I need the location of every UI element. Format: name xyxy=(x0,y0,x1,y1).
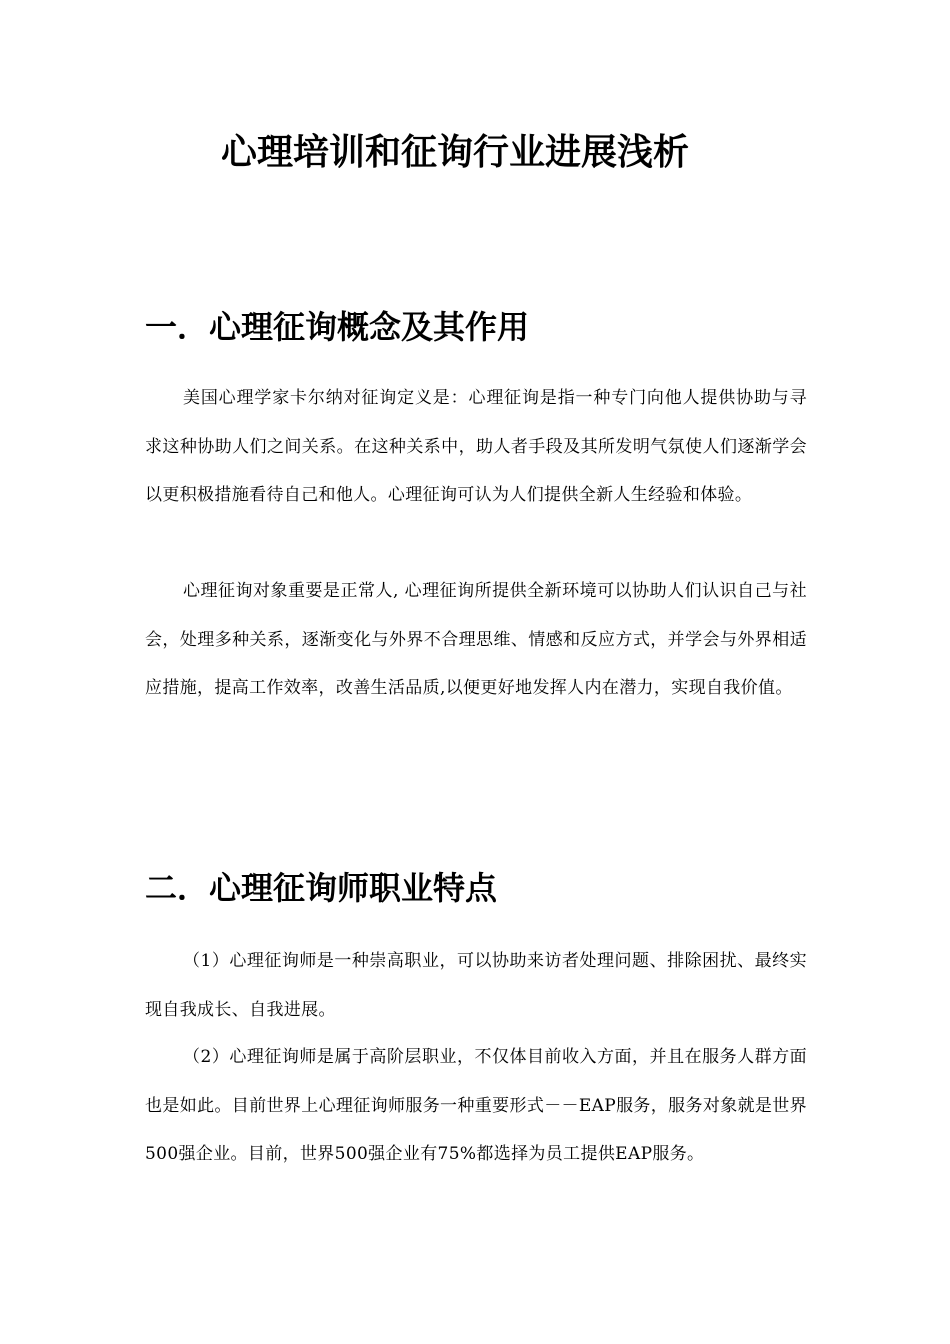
paragraph-counseling-target: 心理征询对象重要是正常人, 心理征询所提供全新环境可以协助人们认识自己与社会，处理多种关系，逐渐变化与外界不合理思维、情感和反应方式，并学会与外界相适应措施，提高工作效率，改善生活品质,以便更好地发挥人内在潜力，实现自我价值。 xyxy=(145,581,807,698)
section-heading-concept: 一．心理征询概念及其作用 xyxy=(145,308,530,346)
paragraph-definition: 美国心理学家卡尔纳对征询定义是：心理征询是指一种专门向他人提供协助与寻求这种协助人们之间关系。在这种关系中，助人者手段及其所发明气氛使人们逐渐学会以更积极措施看待自己和他人。心理征询可认为人们提供全新人生经验和体验。 xyxy=(145,388,807,505)
document-title: 心理培训和征询行业进展浅析 xyxy=(220,132,689,173)
paragraph-trait-1: （1）心理征询师是一种崇高职业，可以协助来访者处理问题、排除困扰、最终实现自我成长、自我进展。 xyxy=(145,951,807,1020)
paragraph-trait-2: （2）心理征询师是属于高阶层职业，不仅体目前收入方面，并且在服务人群方面也是如此。目前世界上心理征询师服务一种重要形式－－EAP服务，服务对象就是世界500强企业。目前，世界500强企业有75%都选择为员工提供EAP服务。 xyxy=(145,1047,807,1164)
section-heading-career-traits: 二．心理征询师职业特点 xyxy=(145,869,498,907)
